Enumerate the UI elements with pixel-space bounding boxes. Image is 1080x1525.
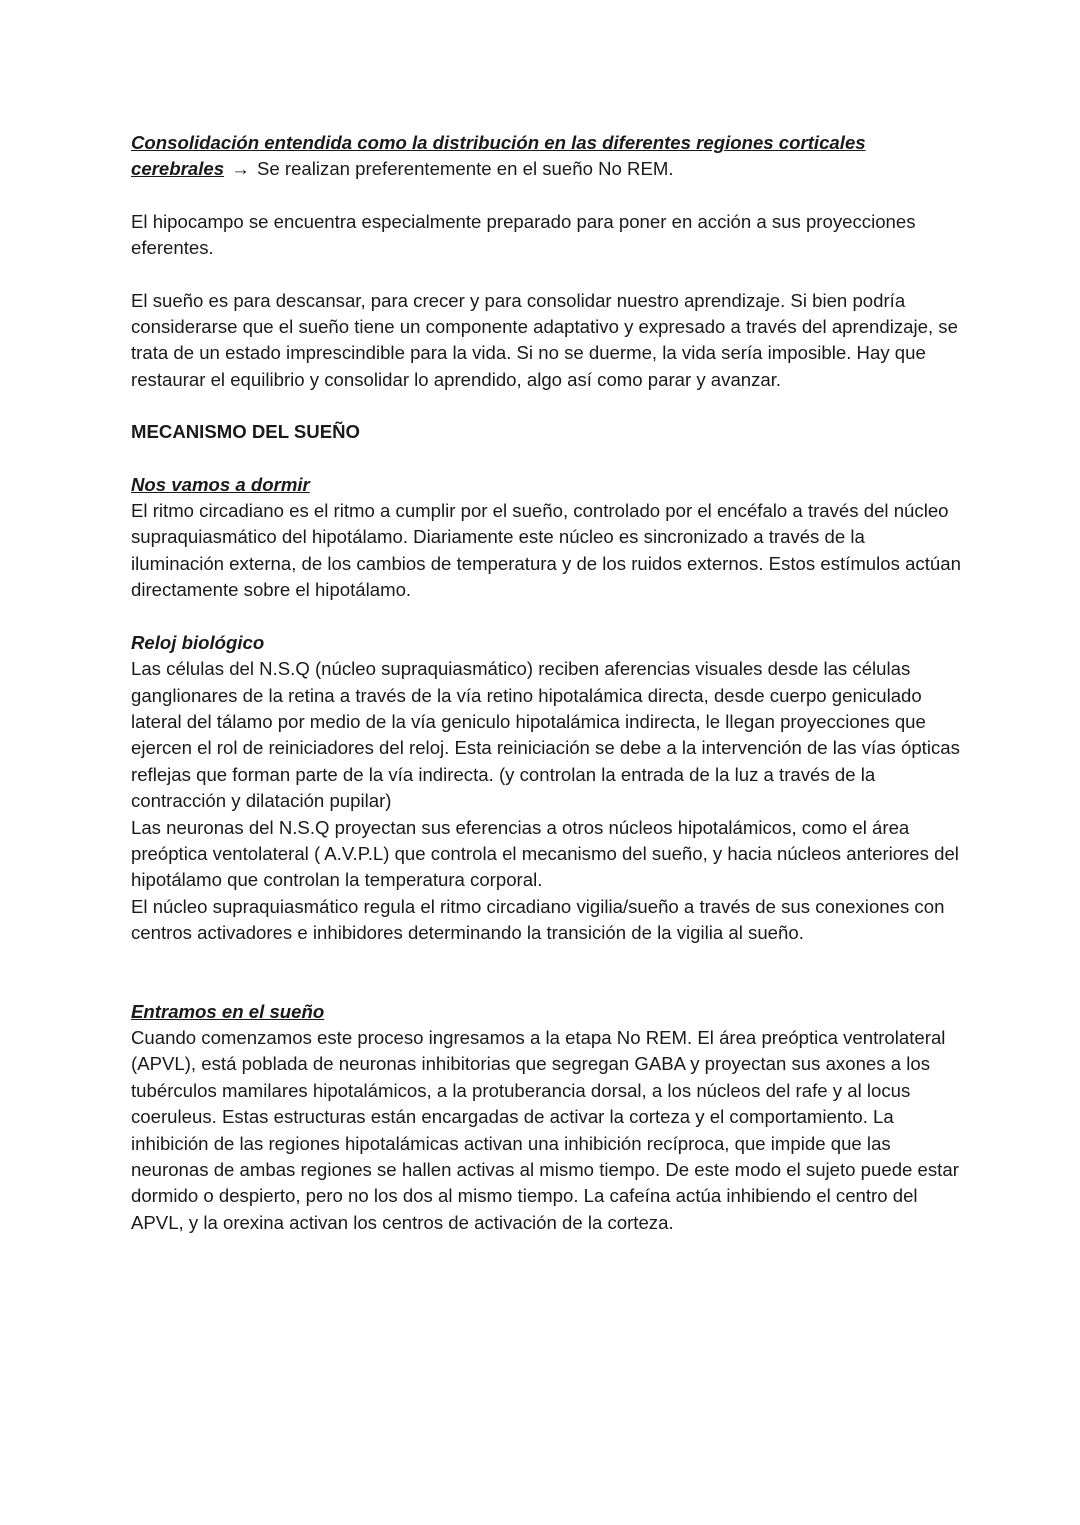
sleep-purpose-paragraph: El sueño es para descansar, para crecer y para consolidar nuestro aprendizaje. Si bien podría considerarse que el sueño tiene un componente adaptativo y expresado a través del aprendizaje, se trata de un estado imprescindible para la vida. Si no se duerme, la vida sería imposible. Hay que restaurar el equilibrio y consolidar lo aprendido, algo así como parar y avanzar. <box>131 289 958 390</box>
entering-sleep-heading: Entramos en el sueño <box>131 1000 325 1022</box>
biological-clock-paragraph-3: El núcleo supraquiasmático regula el ritmo circadiano vigilia/sueño a través de sus conexiones con centros activadores e inhibidores determinando la transición de la vigilia al sueño. <box>131 895 945 944</box>
hippocampus-paragraph: El hipocampo se encuentra especialmente preparado para poner en acción a sus proyecciones eferentes. <box>131 210 916 259</box>
consolidation-text: Se realizan preferentemente en el sueño No REM. <box>256 158 674 180</box>
biological-clock-heading: Reloj biológico <box>131 631 265 653</box>
document-page <box>131 130 961 1236</box>
arrow-symbol: → <box>231 158 250 180</box>
section-title: MECANISMO DEL SUEÑO <box>131 421 360 443</box>
going-to-sleep-paragraph: El ritmo circadiano es el ritmo a cumplir por el sueño, controlado por el encéfalo a través del núcleo supraquiasmático del hipotálamo. Diariamente este núcleo es sincronizado a través de la iluminación externa, de los cambios de temperatura y de los ruidos externos. Estos estímulos actúan directamente sobre el hipotálamo. <box>131 500 961 601</box>
consolidation-heading: Consolidación entendida como la distribución en las diferentes regiones corticales cerebrales <box>131 132 866 180</box>
biological-clock-paragraph-1: Las células del N.S.Q (núcleo supraquiasmático) reciben aferencias visuales desde las células ganglionares de la retina a través de la vía retino hipotalámica directa, desde cuerpo geniculado lateral del tálamo por medio de la vía geniculo hipotalámica indirecta, le llegan proyecciones que ejercen el rol de reiniciadores del reloj. Esta reiniciación se debe a la intervención de las vías ópticas reflejas que forman parte de la vía indirecta. (y controlan la entrada de la luz a través de la contracción y dilatación pupilar) <box>131 658 960 812</box>
biological-clock-paragraph-2: Las neuronas del N.S.Q proyectan sus eferencias a otros núcleos hipotalámicos, como el área preóptica ventolateral ( A.V.P.L) que controla el mecanismo del sueño, y hacia núcleos anteriores del hipotálamo que controlan la temperatura corporal. <box>131 816 959 891</box>
consolidation-paragraph <box>131 130 961 183</box>
going-to-sleep-heading: Nos vamos a dormir <box>131 473 310 495</box>
entering-sleep-paragraph: Cuando comenzamos este proceso ingresamos a la etapa No REM. El área preóptica ventrolateral (APVL), está poblada de neuronas inhibitorias que segregan GABA y proyectan sus axones a los tubérculos mamilares hipotalámicos, a la protuberancia dorsal, a los núcleos del rafe y al locus coeruleus. Estas estructuras están encargadas de activar la corteza y el comportamiento. La inhibición de las regiones hipotalámicas activan una inhibición recíproca, que impide que las neuronas de ambas regiones se hallen activas al mismo tiempo. De este modo el sujeto puede estar dormido o despierto, pero no los dos al mismo tiempo. La cafeína actúa inhibiendo el centro del APVL, y la orexina activan los centros de activación de la corteza. <box>131 1026 959 1233</box>
